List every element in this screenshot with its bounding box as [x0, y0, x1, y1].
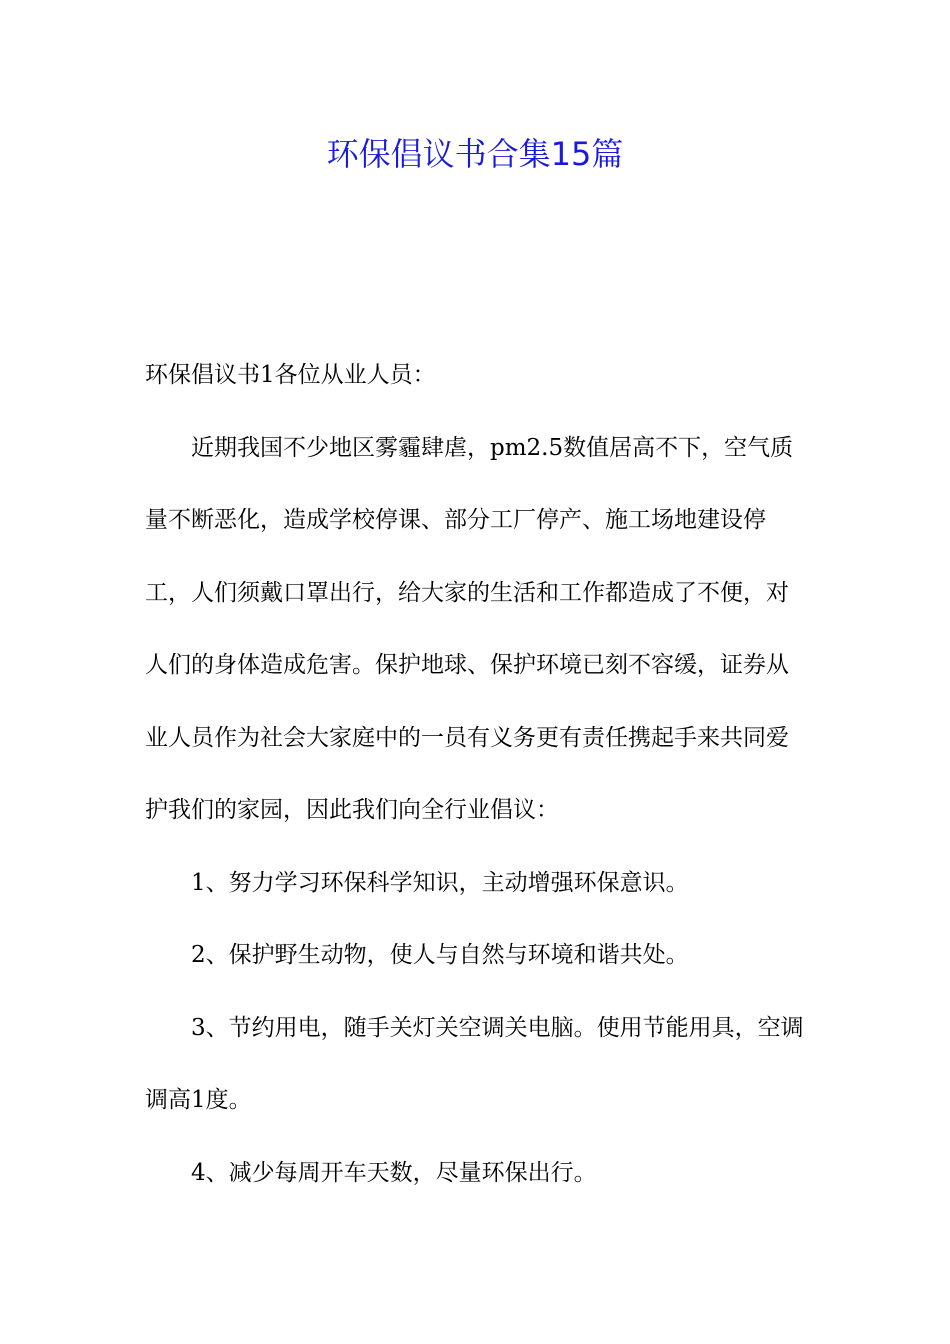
salutation-paragraph: 环保倡议书1各位从业人员：: [145, 362, 436, 388]
proposal-item-2: 2、保护野生动物，使人与自然与环境和谐共处。: [191, 942, 689, 968]
document-body: [145, 339, 810, 1209]
proposal-item-4: 4、减少每周开车天数，尽量环保出行。: [191, 1159, 597, 1186]
document-title: 环保倡议书合集15篇: [326, 135, 624, 173]
intro-paragraph: 近期我国不少地区雾霾肆虐，pm2.5数值居高不下，空气质量不断恶化，造成学校停课、部分工厂停产、施工场地建设停工，人们须戴口罩出行，给大家的生活和工作都造成了不便，对人们的身体造成危害。保护地球、保护环境已刻不容缓，证券从业人员作为社会大家庭中的一员有义务更有责任携起手来共同爱护我们的家园，因此我们向全行业倡议：: [145, 434, 794, 823]
proposal-item-3: 3、节约用电，随手关灯关空调关电脑。使用节能用具，空调调高1度。: [145, 1014, 804, 1113]
proposal-item-1: 1、努力学习环保科学知识，主动增强环保意识。: [191, 869, 689, 896]
